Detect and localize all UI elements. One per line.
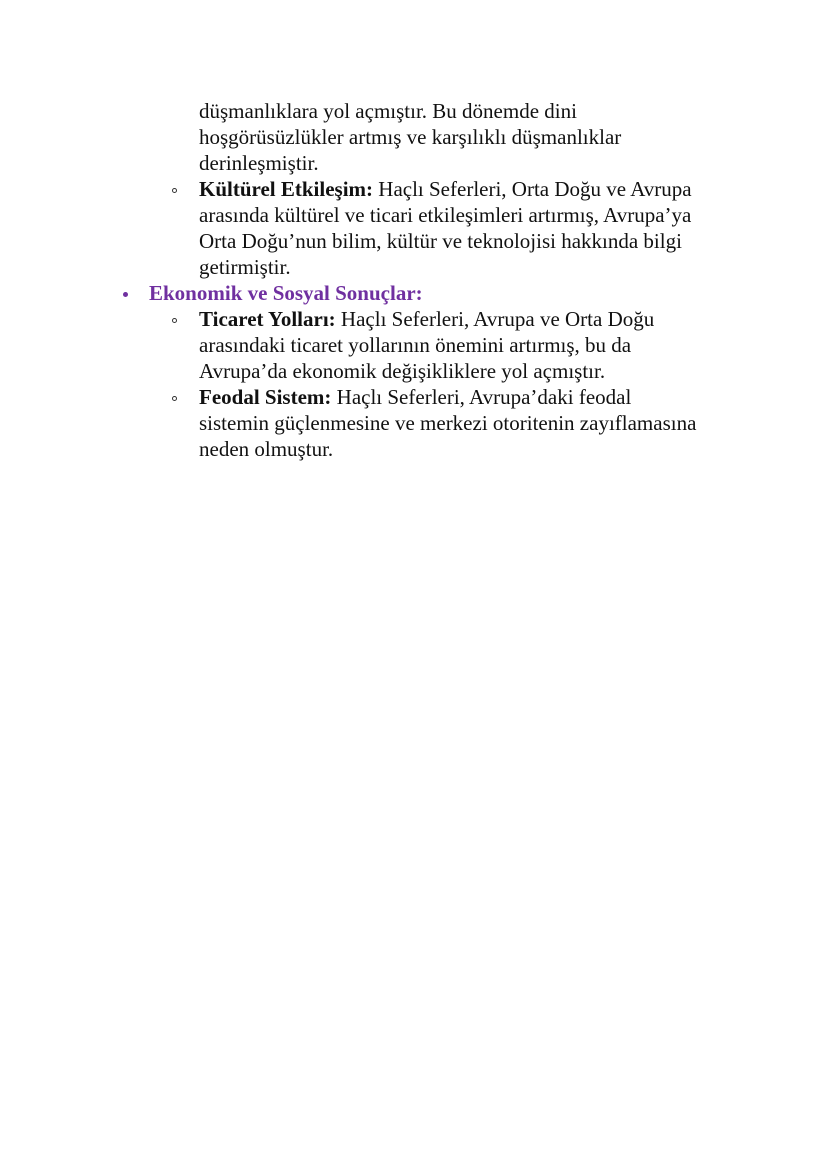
- continuation-line-2: hoşgörüsüzlükler artmış ve karşılıklı düşmanlıklar: [199, 125, 622, 149]
- trade-routes-line-3: Avrupa’da ekonomik değişikliklere yol açmıştır.: [199, 359, 606, 383]
- trade-routes-line-2: arasındaki ticaret yollarının önemini artırmış, bu da: [199, 333, 632, 357]
- feudal-system-line-2: sistemin güçlenmesine ve merkezi otoritenin zayıflamasına: [199, 411, 697, 435]
- circle-bullet-icon: [172, 318, 177, 323]
- list-item-cultural-interaction: [199, 177, 692, 202]
- term-description: Haçlı Seferleri, Avrupa ve Orta Doğu: [335, 307, 655, 331]
- continuation-line-1: düşmanlıklara yol açmıştır. Bu dönemde dini: [199, 99, 577, 123]
- term-label: Kültürel Etkileşim:: [199, 177, 374, 201]
- list-item-trade-routes: [199, 307, 654, 332]
- cultural-line-3: Orta Doğu’nun bilim, kültür ve teknolojisi hakkında bilgi: [199, 229, 682, 253]
- list-item-feudal-system: [199, 385, 631, 410]
- term-label: Ticaret Yolları:: [199, 307, 336, 331]
- term-description: Haçlı Seferleri, Orta Doğu ve Avrupa: [373, 177, 692, 201]
- term-label: Feodal Sistem:: [199, 385, 332, 409]
- continuation-line-3: derinleşmiştir.: [199, 151, 319, 175]
- term-description: Haçlı Seferleri, Avrupa’daki feodal: [331, 385, 632, 409]
- section-heading: Ekonomik ve Sosyal Sonuçlar:: [149, 281, 423, 305]
- disc-bullet-icon: [123, 292, 128, 297]
- circle-bullet-icon: [172, 396, 177, 401]
- cultural-line-2: arasında kültürel ve ticari etkileşimleri artırmış, Avrupa’ya: [199, 203, 692, 227]
- feudal-system-line-3: neden olmuştur.: [199, 437, 334, 461]
- cultural-line-4: getirmiştir.: [199, 255, 291, 279]
- circle-bullet-icon: [172, 188, 177, 193]
